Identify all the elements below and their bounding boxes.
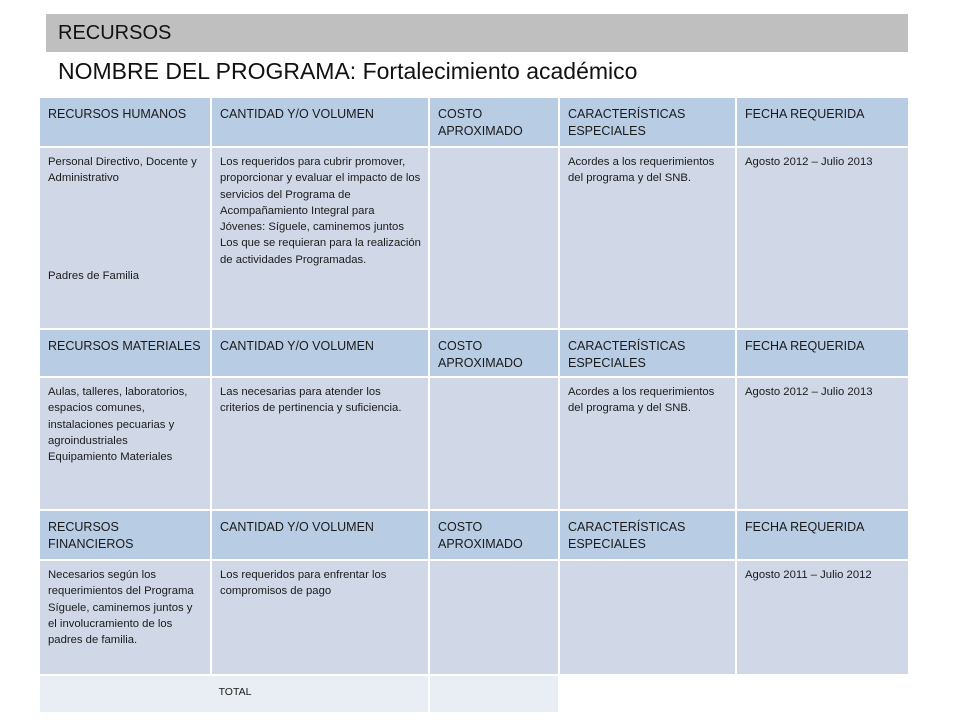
section-title: RECURSOS [58, 21, 172, 44]
total-label: TOTAL [39, 675, 429, 713]
cell-resource [39, 377, 211, 510]
header-cell-resource: RECURSOS MATERIALES [39, 329, 211, 377]
header-cell-resource: RECURSOS FINANCIEROS [39, 510, 211, 560]
header-cell-cost: COSTO APROXIMADO [429, 329, 559, 377]
cell-quantity: Las necesarias para atender los criterios de pertinencia y suficiencia. [211, 377, 429, 510]
program-title: NOMBRE DEL PROGRAMA: Fortalecimiento académico [58, 58, 638, 84]
resource-text: Aulas, talleres, laboratorios, espacios comunes, instalaciones pecuarias y agroindustriales [48, 386, 188, 447]
header-cell-characteristics: CARACTERÍSTICAS ESPECIALES [559, 97, 736, 147]
header-cell-quantity: CANTIDAD Y/O VOLUMEN [211, 510, 429, 560]
header-row-financieros [39, 510, 909, 560]
resource-text: Padres de Familia [48, 269, 140, 282]
table-row-materiales [39, 377, 909, 510]
cell-cost [429, 377, 559, 510]
table-row-financieros [39, 560, 909, 675]
cell-cost [429, 560, 559, 675]
header-row-humanos [39, 97, 909, 147]
resource-text: Personal Directivo, Docente y Administrativo [48, 156, 197, 185]
cell-cost [429, 147, 559, 329]
header-cell-cost: COSTO APROXIMADO [429, 510, 559, 560]
empty-cell [736, 675, 909, 713]
total-value [429, 675, 559, 713]
cell-characteristics: Acordes a los requerimientos del programa y del SNB. [559, 147, 736, 329]
header-cell-date: FECHA REQUERIDA [736, 97, 909, 147]
cell-date: Agosto 2012 – Julio 2013 [736, 147, 909, 329]
header-cell-resource: RECURSOS HUMANOS [39, 97, 211, 147]
resource-text: Equipamiento Materiales [48, 451, 173, 464]
spacer [48, 187, 204, 268]
section-banner [46, 14, 908, 52]
cell-characteristics [559, 560, 736, 675]
empty-cell [559, 675, 736, 713]
header-row-materiales [39, 329, 909, 377]
total-row [39, 675, 909, 713]
cell-date: Agosto 2012 – Julio 2013 [736, 377, 909, 510]
header-cell-characteristics: CARACTERÍSTICAS ESPECIALES [559, 329, 736, 377]
header-cell-quantity: CANTIDAD Y/O VOLUMEN [211, 329, 429, 377]
quantity-text: Los que se requieran para la realización de actividades Programadas. [220, 237, 421, 266]
resources-table [38, 96, 910, 714]
header-cell-cost: COSTO APROXIMADO [429, 97, 559, 147]
header-cell-characteristics: CARACTERÍSTICAS ESPECIALES [559, 510, 736, 560]
cell-quantity: Los requeridos para enfrentar los compromisos de pago [211, 560, 429, 675]
header-cell-quantity: CANTIDAD Y/O VOLUMEN [211, 97, 429, 147]
cell-date: Agosto 2011 – Julio 2012 [736, 560, 909, 675]
quantity-text: Los requeridos para cubrir promover, proporcionar y evaluar el impacto de los servicios del Programa de Acompañamiento Integral para Jóvenes: Síguele, caminemos juntos [220, 156, 421, 234]
table-row-humanos [39, 147, 909, 329]
cell-resource [39, 147, 211, 329]
cell-resource: Necesarios según los requerimientos del Programa Síguele, caminemos juntos y el involucramiento de los padres de familia. [39, 560, 211, 675]
cell-quantity [211, 147, 429, 329]
header-cell-date: FECHA REQUERIDA [736, 510, 909, 560]
cell-characteristics: Acordes a los requerimientos del programa y del SNB. [559, 377, 736, 510]
header-cell-date: FECHA REQUERIDA [736, 329, 909, 377]
